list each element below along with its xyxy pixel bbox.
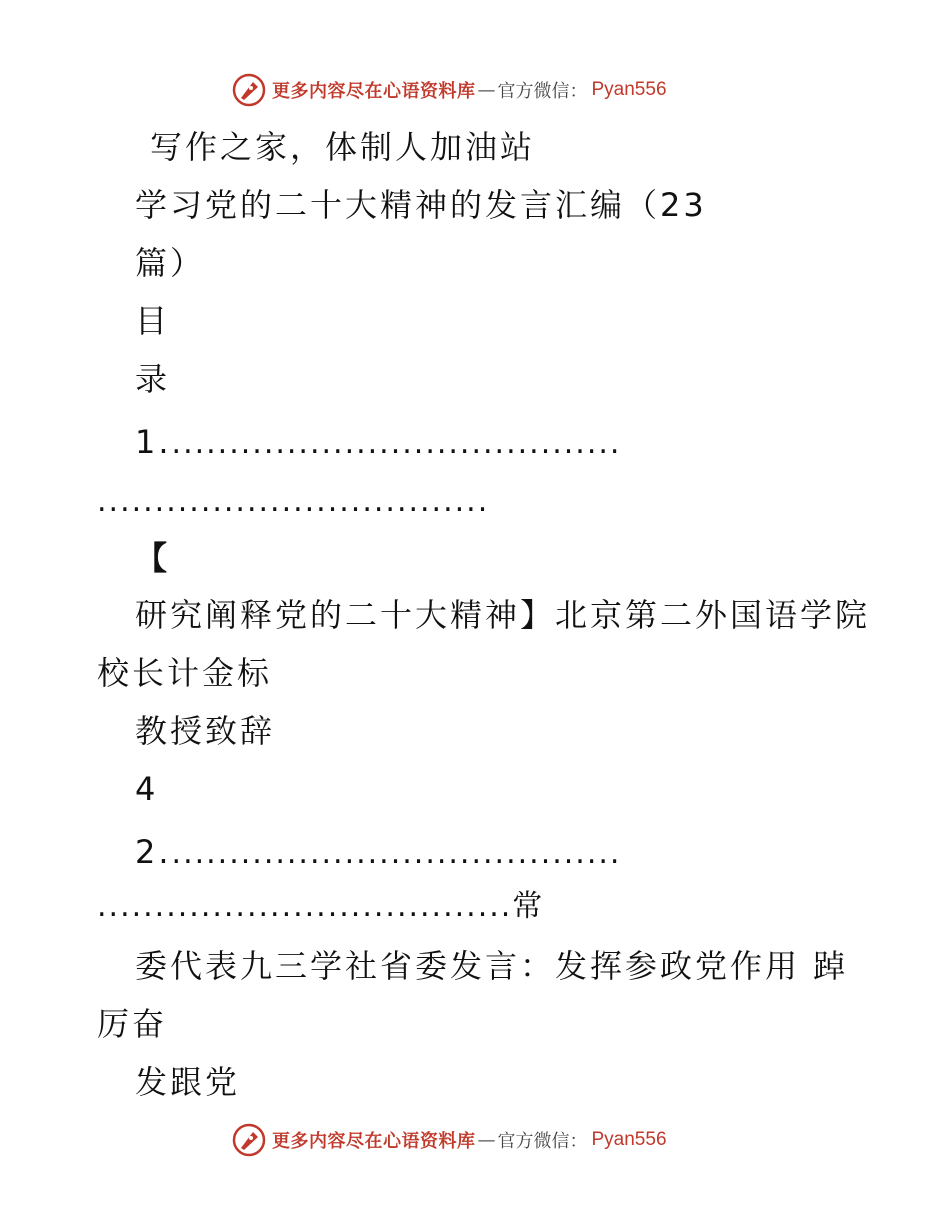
toc-entry-1-leader	[135, 422, 621, 464]
watermark-text: 更多内容尽在心语资料库	[272, 81, 476, 102]
watermark-label: 官方微信：	[497, 1131, 588, 1152]
toc-entry-1-text-line1: 研究阐释党的二十大精神】北京第二外国语学院	[135, 596, 871, 634]
watermark-dash: —	[477, 1129, 496, 1151]
document-title-line1: 学习党的二十大精神的发言汇编（23	[135, 186, 707, 224]
toc-dot-leader-continued: ..................................	[97, 484, 490, 519]
toc-entry-2-text-line2: 厉奋	[97, 1005, 168, 1043]
toc-dot-leader-continued: ....................................常	[97, 889, 545, 924]
toc-heading-2: 录	[135, 360, 171, 398]
toc-entry-2-leader	[135, 832, 621, 874]
pen-nib-logo-icon	[232, 73, 266, 107]
toc-heading-1: 目	[135, 302, 171, 340]
toc-entry-1-text-line3: 教授致辞	[135, 712, 276, 750]
watermark-banner-top	[232, 70, 667, 110]
toc-entry-number: 2.	[135, 833, 172, 871]
toc-entry-1-page: 4	[135, 770, 159, 808]
toc-entry-2-text-line3: 发跟党	[135, 1063, 241, 1101]
document-title-line2: 篇）	[135, 244, 206, 282]
toc-entry-2-text-line1: 委代表九三学社省委发言：发挥参政党作用 踔	[135, 947, 849, 985]
watermark-wechat-id: Pyan556	[591, 79, 667, 100]
toc-dot-leader: .......................................	[171, 426, 622, 461]
toc-entry-number: 1.	[135, 423, 172, 461]
pen-nib-logo-icon	[232, 1123, 266, 1157]
watermark-label: 官方微信：	[497, 81, 588, 102]
toc-entry-1-text-line2: 校长计金标	[97, 654, 273, 692]
toc-dot-leader: .......................................	[171, 836, 622, 871]
watermark-wechat-id: Pyan556	[591, 1129, 667, 1150]
watermark-banner-bottom	[232, 1120, 667, 1160]
document-subtitle: 写作之家，体制人加油站	[150, 128, 536, 166]
watermark-dash: —	[477, 79, 496, 101]
watermark-text: 更多内容尽在心语资料库	[272, 1131, 476, 1152]
bracket-open: 【	[135, 539, 171, 577]
